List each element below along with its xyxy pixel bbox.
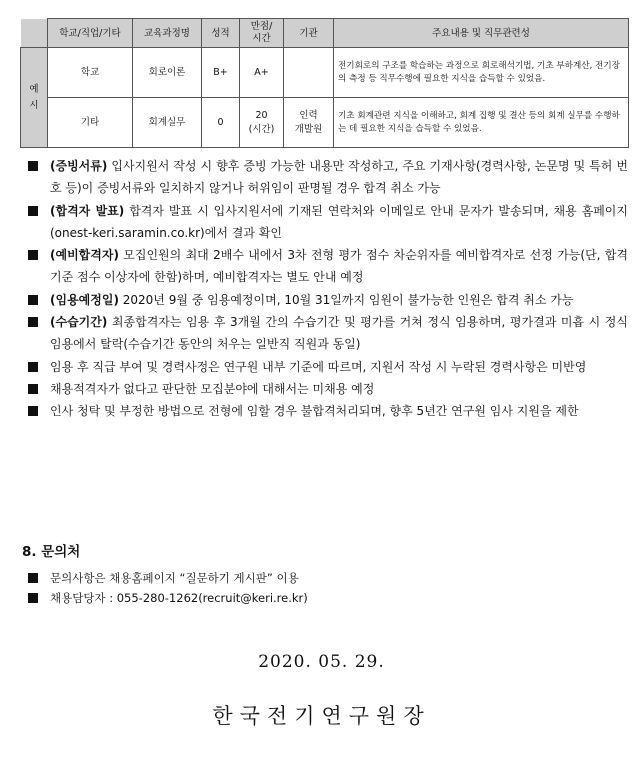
square-bullet-icon [28,317,38,327]
square-bullet-icon [28,384,38,394]
notice-item [28,356,628,378]
document-date: 2020. 05. 29. [258,652,385,672]
table-cell: 회로이론 [133,48,202,98]
notice-item-text: 합격자 발표 시 입사지원서에 기재된 연락처와 이메일로 안내 문자가 발송되며, 채용 홈페이지(onest-keri.saramin.co.kr)에서 결과 확인 [50,203,628,240]
square-bullet-icon [28,206,38,216]
table-row [21,48,629,98]
notice-list [28,155,628,423]
notice-item [28,244,628,289]
table-cell: A+ [240,48,284,98]
inquiry-list [28,568,628,608]
square-bullet-icon [28,295,38,305]
table-cell: 학교 [48,48,133,98]
table-cell: B+ [202,48,240,98]
notice-item-title: (예비합격자) [50,248,119,263]
notice-item-text: 인사 청탁 및 부정한 방법으로 전형에 임할 경우 불합격처리되며, 향후 5년간 연구원 임사 지원을 제한 [50,404,579,419]
issuer-name: 한국전기연구원장 [212,704,431,728]
table-header: 주요내용 및 직무관련성 [334,19,629,48]
inquiry-item-text: 채용담당자 : 055-280-1262(recruit@keri.re.kr) [50,591,308,605]
table-cell: 인력 개발원 [284,98,334,148]
notice-item [28,155,628,200]
table-row [21,98,629,148]
square-bullet-icon [28,362,38,372]
table-cell: 기타 [48,98,133,148]
table-cell: 회계실무 [133,98,202,148]
notice-item-text: 2020년 9월 중 임용예정이며, 10월 31일까지 임원이 불가능한 인원은 합격 취소 가능 [118,292,574,307]
table-cell: 20 (시간) [240,98,284,148]
inquiry-item [28,588,628,608]
table-cell-description: 전기회로의 구조를 학습하는 과정으로 회로해석기법, 기초 부하계산, 전기장의 측정 등 직무수행에 필요한 지식을 습득할 수 있었음. [334,48,629,98]
notice-item-text: 입사지원서 작성 시 향후 증빙 가능한 내용만 작성하고, 주요 기재사항(경력사항, 논문명 및 특허 번호 등)이 증빙서류와 일치하지 않거나 허위임이 판명될 경우 합격 취소 가능 [50,159,628,196]
notice-item-text: 최종합격자는 임용 후 3개월 간의 수습기간 및 평가를 거쳐 정식 임용하며, 평가결과 미흡 시 정식 임용에서 탈락(수습기간 동안의 처우는 일반직 직원과 동일) [50,315,628,352]
square-bullet-icon [28,406,38,416]
square-bullet-icon [28,573,38,583]
notice-item [28,200,628,245]
table-header: 교육과정명 [133,19,202,48]
notice-item [28,378,628,400]
corner-cell [21,19,48,48]
table-header: 성적 [202,19,240,48]
example-table [20,18,629,148]
inquiry-item [28,568,628,588]
notice-item-title: (증빙서류) [50,159,108,173]
table-header: 만점/ 시간 [240,19,284,48]
notice-item-title: (임용예정일) [50,292,119,307]
notice-item [28,311,628,356]
notice-item-title: (합격자 발표) [50,203,125,218]
example-side-label: 예 시 [21,48,48,148]
table-header-row [21,19,629,48]
notice-item-text: 모집인원의 최대 2배수 내에서 3차 전형 평가 점수 차순위자를 예비합격자로 선정 가능(단, 합격기준 점수 이상자에 한함)하며, 예비합격자는 별도 안내 예정 [50,248,628,285]
square-bullet-icon [28,593,38,603]
square-bullet-icon [28,250,38,260]
table-cell: 0 [202,98,240,148]
table-cell-description: 기초 회계관련 지식을 이해하고, 회계 집행 및 결산 등의 회계 실무를 수행하는 데 필요한 지식을 습득할 수 있었음. [334,98,629,148]
table-cell [284,48,334,98]
table-header: 기관 [284,19,334,48]
section-title: 8. 문의처 [22,544,81,560]
notice-item-title: (수습기간) [50,315,108,330]
square-bullet-icon [28,161,38,171]
notice-item [28,289,628,311]
notice-item-text: 임용 후 직급 부여 및 경력사정은 연구원 내부 기준에 따르며, 지원서 작성 시 누락된 경력사항은 미반영 [50,359,587,374]
notice-item-text: 채용적격자가 없다고 판단한 모집분야에 대해서는 미채용 예정 [50,381,375,396]
notice-item [28,400,628,422]
table-header: 학교/직업/기타 [48,19,133,48]
inquiry-item-text: 문의사항은 채용홈페이지 “질문하기 게시판” 이용 [50,571,299,585]
